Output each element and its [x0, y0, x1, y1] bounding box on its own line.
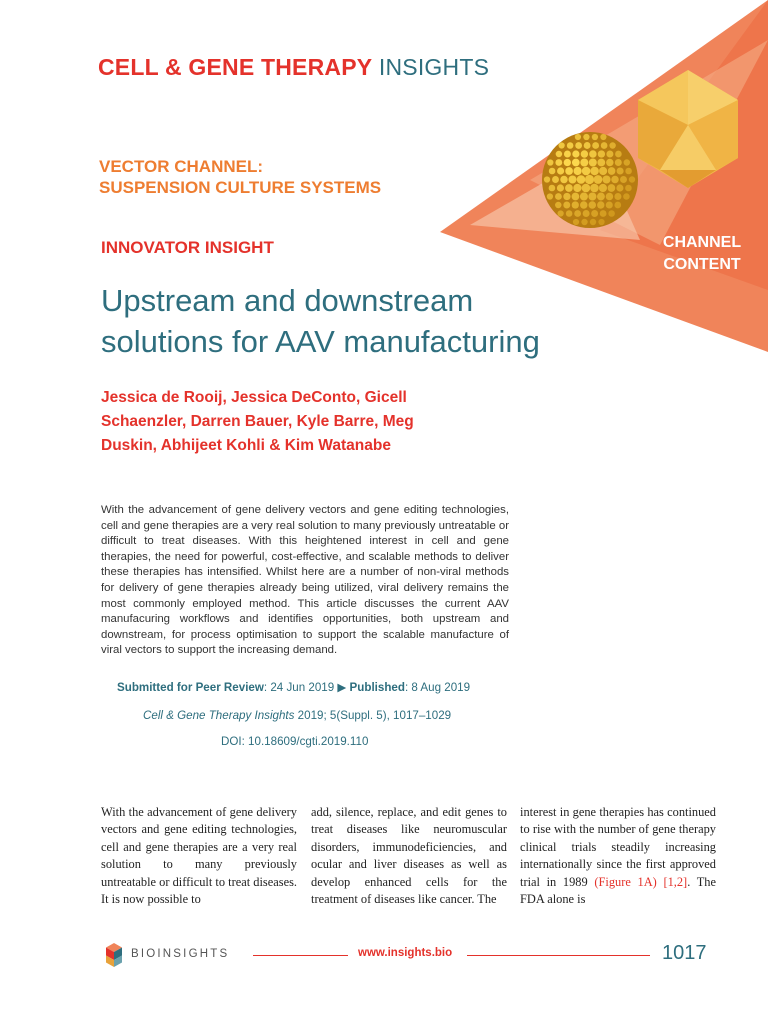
channel-line-1: VECTOR CHANNEL:: [99, 157, 264, 176]
footer-brand: BIOINSIGHTS: [131, 948, 230, 960]
submitted-label: Submitted for Peer Review: [117, 681, 264, 694]
footer-divider-right: [467, 955, 650, 956]
author-list: [101, 386, 461, 458]
bioinsights-logo-icon: [101, 942, 127, 968]
body-column-2: add, silence, replace, and edit genes to treat diseases like neuromuscular disorders, immunodeficiencies, and ocular and liver diseases as well as develop enhanced cells for the treatment of diseases like cancer. The: [311, 805, 507, 907]
footer-url-link[interactable]: www.insights.bio: [358, 947, 453, 959]
authors-line-1: Jessica de Rooij, Jessica DeConto, Gicell: [101, 389, 407, 406]
channel-content-label: [652, 232, 752, 276]
body-column-1: With the advancement of gene delivery vectors and gene editing technologies, cell and gene therapies are a very real solution to many previously untreatable or difficult to treat diseases. It is now possible to: [101, 805, 297, 907]
submitted-date: : 24 Jun 2019: [263, 681, 338, 694]
channel-label-line-2: CONTENT: [663, 256, 741, 273]
published-label: Published: [346, 681, 405, 694]
footer-divider-left: [253, 955, 348, 956]
abstract: With the advancement of gene delivery vectors and gene editing technologies, cell and gene therapies are a very real solution to many previously untreatable or difficult to treat diseases. With this heightened interest in cell and gene therapies, the need for powerful, cost-effective, and scalable methods to deliver these therapies has intensified. Whilst here are a number of non-viral methods for delivery of gene therapies already being utilized, viral delivery remains the most commonly employed method. This article discusses the current AAV manufacuring workflows and identifies opportunities, both upstream and downstream, for process optimisation to support the scalable manufacture of viral vectors to support the increasing demand.: [101, 504, 509, 657]
body-column-3: [520, 804, 716, 908]
page-number: 1017: [662, 942, 707, 964]
arrow-icon: ▶: [337, 681, 347, 694]
journal-masthead: [98, 54, 489, 81]
journal-name: Cell & Gene Therapy Insights: [143, 709, 295, 722]
masthead-bold: CELL & GENE THERAPY: [98, 54, 373, 80]
article-title: [101, 280, 661, 362]
title-line-1: Upstream and downstream: [101, 283, 474, 318]
authors-line-2: Schaenzler, Darren Bauer, Kyle Barre, Meg: [101, 413, 414, 430]
published-date: : 8 Aug 2019: [404, 681, 471, 694]
channel-label-line-1: CHANNEL: [662, 234, 742, 251]
channel-title: [99, 156, 381, 198]
section-label: INNOVATOR INSIGHT: [101, 238, 274, 257]
figure-reference-link[interactable]: (Figure 1A) [1,2]: [594, 874, 688, 889]
channel-line-2: SUSPENSION CULTURE SYSTEMS: [99, 178, 382, 197]
publication-dates: [117, 680, 470, 694]
citation: [143, 709, 451, 722]
aav-particle-icon: [542, 132, 638, 228]
doi-link[interactable]: DOI: 10.18609/cgti.2019.110: [221, 735, 369, 748]
authors-line-3: Duskin, Abhijeet Kohli & Kim Watanabe: [101, 437, 391, 454]
title-line-2: solutions for AAV manufacturing: [101, 324, 540, 359]
masthead-light: INSIGHTS: [378, 54, 490, 80]
citation-details: 2019; 5(Suppl. 5), 1017–1029: [294, 709, 452, 722]
col3-text-b: . The FDA alone is: [520, 874, 716, 907]
col3-text-a: interest in gene therapies has continued to rise with the number of gene therapy clinical trials steadily increasing internationally since the first approved trial in 1989: [520, 805, 716, 889]
